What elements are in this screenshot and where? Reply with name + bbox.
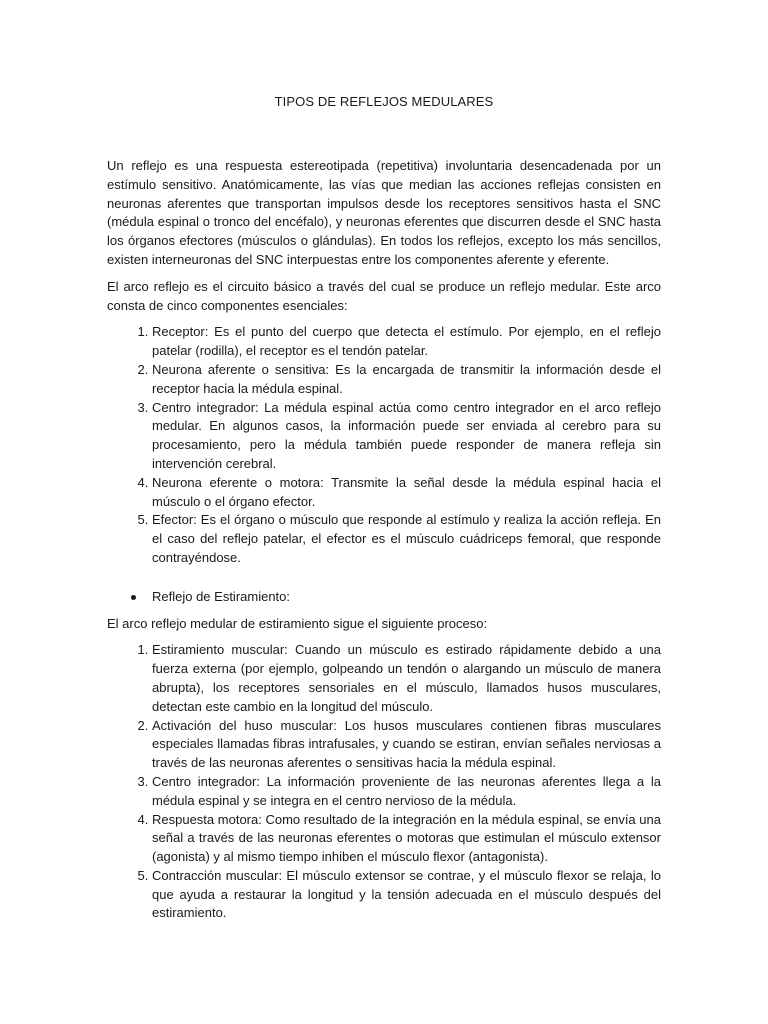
stretch-paragraph: El arco reflejo medular de estiramiento sigue el siguiente proceso: [107, 615, 488, 631]
document-title: TIPOS DE REFLEJOS MEDULARES [274, 94, 494, 109]
list-item: 5. Efector: Es el órgano o músculo que responde al estímulo y realiza la acción refleja. En el caso del reflejo patelar, el efector es el músculo cuádriceps femoral, que responde contrayéndose. [152, 511, 661, 567]
list-item: 1. Estiramiento muscular: Cuando un músculo es estirado rápidamente debido a una fuerza externa (por ejemplo, golpeando un tendón o alargando un músculo de manera abrupta), los receptores sensoriales en el músculo, llamados husos musculares, detectan este cambio en la longitud del músculo. [152, 641, 661, 716]
intro-paragraph: Un reflejo es una respuesta estereotipada (repetitiva) involuntaria desencadenada por un estímulo sensitivo. Anatómicamente, las vías que median las acciones reflejas consisten en neuronas aferentes que transportan impulsos desde los receptores sensitivos hasta el SNC (médula espinal o tronco del encéfalo), y neuronas eferentes que discurren desde el SNC hasta los órganos efectores (músculos o glándulas). En todos los reflejos, excepto los más sencillos, existen interneuronas del SNC interpuestas entre los componentes aferente y eferente. [107, 158, 661, 267]
list-item: 1. Receptor: Es el punto del cuerpo que detecta el estímulo. Por ejemplo, en el reflejo patelar (rodilla), el receptor es el tendón patelar. [152, 323, 661, 361]
bullet-item [107, 588, 661, 607]
list-item: 3. Centro integrador: La información proveniente de las neuronas aferentes llega a la médula espinal y se integra en el centro nervioso de la médula. [152, 773, 661, 811]
list-item: 4. Neurona eferente o motora: Transmite la señal desde la médula espinal hacia el músculo o el órgano efector. [152, 474, 661, 512]
spacer [107, 576, 661, 588]
bullet-heading: Reflejo de Estiramiento: [152, 588, 291, 604]
list-item: 3. Centro integrador: La médula espinal actúa como centro integrador en el arco reflejo medular. En algunos casos, la información puede ser enviada al cerebro para su procesamiento, pero la médula también puede responder de manera refleja sin intervención cerebral. [152, 399, 661, 474]
components-list [107, 323, 661, 567]
list-item: 5. Contracción muscular: El músculo extensor se contrae, y el músculo flexor se relaja, lo que ayuda a restaurar la longitud y la tensión adecuada en el músculo después del estiramiento. [152, 867, 661, 923]
bullet-icon [131, 595, 136, 600]
list-item: 2. Activación del huso muscular: Los husos musculares contienen fibras musculares especiales llamadas fibras intrafusales, y cuando se estiran, envían señales nerviosas a través de las neuronas aferentes o sensitivas hacia la médula espinal. [152, 717, 661, 773]
list-item: 4. Respuesta motora: Como resultado de la integración en la médula espinal, se envía una señal a través de las neuronas eferentes o motoras que estimulan el músculo extensor (agonista) y al mismo tiempo inhiben el músculo flexor (antagonista). [152, 811, 661, 867]
list-item: 2. Neurona aferente o sensitiva: Es la encargada de transmitir la información desde el receptor hacia la médula espinal. [152, 361, 661, 399]
arc-paragraph: El arco reflejo es el circuito básico a través del cual se produce un reflejo medular. Este arco consta de cinco componentes esenciales: [107, 278, 661, 313]
stretch-steps-list [107, 641, 661, 923]
